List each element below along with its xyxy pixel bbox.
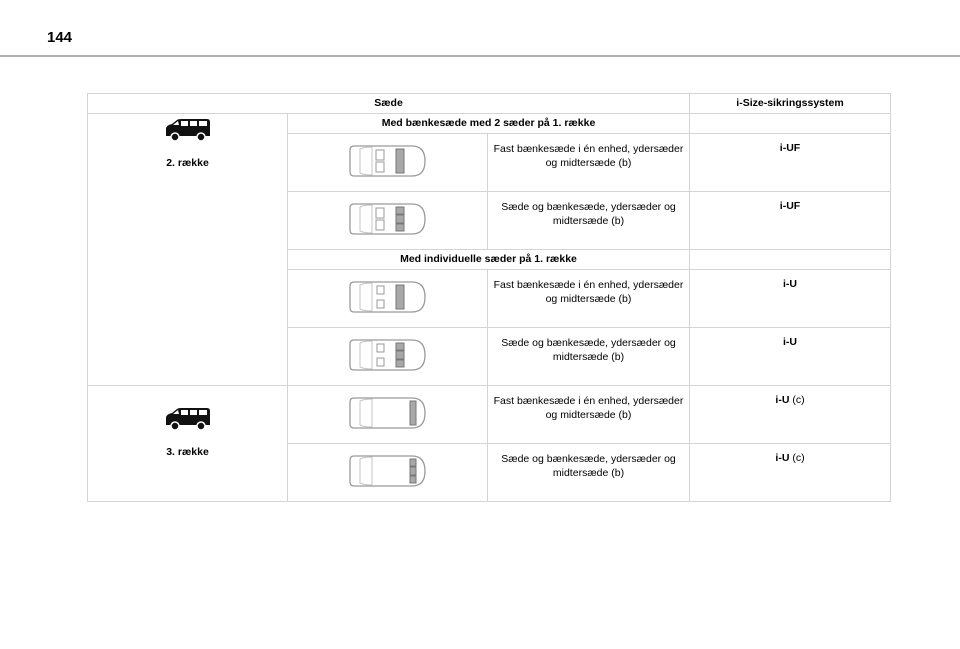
seat-diagram-cell: [288, 386, 488, 444]
seat-diagram: [348, 279, 428, 315]
page-number: 144: [47, 29, 73, 46]
seat-diagram: [348, 395, 428, 431]
header-rule: [0, 55, 960, 57]
section-title: Med bænkesæde med 2 sæder på 1. række: [288, 114, 690, 134]
seat-diagram: [348, 143, 428, 179]
header-system: i-Size-sikringssystem: [690, 94, 891, 114]
row-description: Sæde og bænkesæde, ydersæder og midtersæde (b): [488, 192, 690, 250]
row-classification: [690, 386, 891, 444]
group-cell-row3: [88, 386, 288, 502]
classification-note: (c): [789, 394, 805, 406]
section-header: [88, 114, 891, 134]
row-classification: [690, 192, 891, 250]
group-label: 3. række: [166, 446, 209, 458]
classification-note: (c): [789, 452, 805, 464]
seat-diagram-cell: [288, 134, 488, 192]
row-description: Fast bænkesæde i én enhed, ydersæder og midtersæde (b): [488, 386, 690, 444]
row-classification: [690, 328, 891, 386]
classification-code: i-U: [775, 452, 790, 464]
table-header-row: [88, 94, 891, 114]
group-label: 2. række: [166, 157, 209, 169]
seat-diagram-cell: [288, 192, 488, 250]
section-empty: [690, 114, 891, 134]
classification-code: i-U: [783, 336, 797, 348]
row-description: Sæde og bænkesæde, ydersæder og midtersæde (b): [488, 328, 690, 386]
seat-diagram-cell: [288, 444, 488, 502]
van-icon: [163, 406, 213, 432]
row-description: Sæde og bænkesæde, ydersæder og midtersæde (b): [488, 444, 690, 502]
row-classification: [690, 270, 891, 328]
seat-diagram-cell: [288, 328, 488, 386]
classification-code: i-U: [783, 278, 797, 290]
seat-diagram: [348, 337, 428, 373]
section-title: Med individuelle sæder på 1. række: [288, 250, 690, 270]
row-description: Fast bænkesæde i én enhed, ydersæder og midtersæde (b): [488, 134, 690, 192]
section-empty: [690, 250, 891, 270]
classification-code: i-UF: [779, 142, 801, 154]
classification-code: i-UF: [779, 200, 801, 212]
van-icon: [163, 117, 213, 143]
seat-diagram-cell: [288, 270, 488, 328]
header-seat: Sæde: [88, 94, 690, 114]
classification-code: i-U: [775, 394, 790, 406]
group-cell-row2: [88, 114, 288, 386]
row-classification: [690, 134, 891, 192]
seat-table: [87, 93, 891, 502]
seat-diagram: [348, 201, 428, 237]
table-row: [88, 386, 891, 444]
row-classification: [690, 444, 891, 502]
seat-diagram: [348, 453, 428, 489]
row-description: Fast bænkesæde i én enhed, ydersæder og midtersæde (b): [488, 270, 690, 328]
